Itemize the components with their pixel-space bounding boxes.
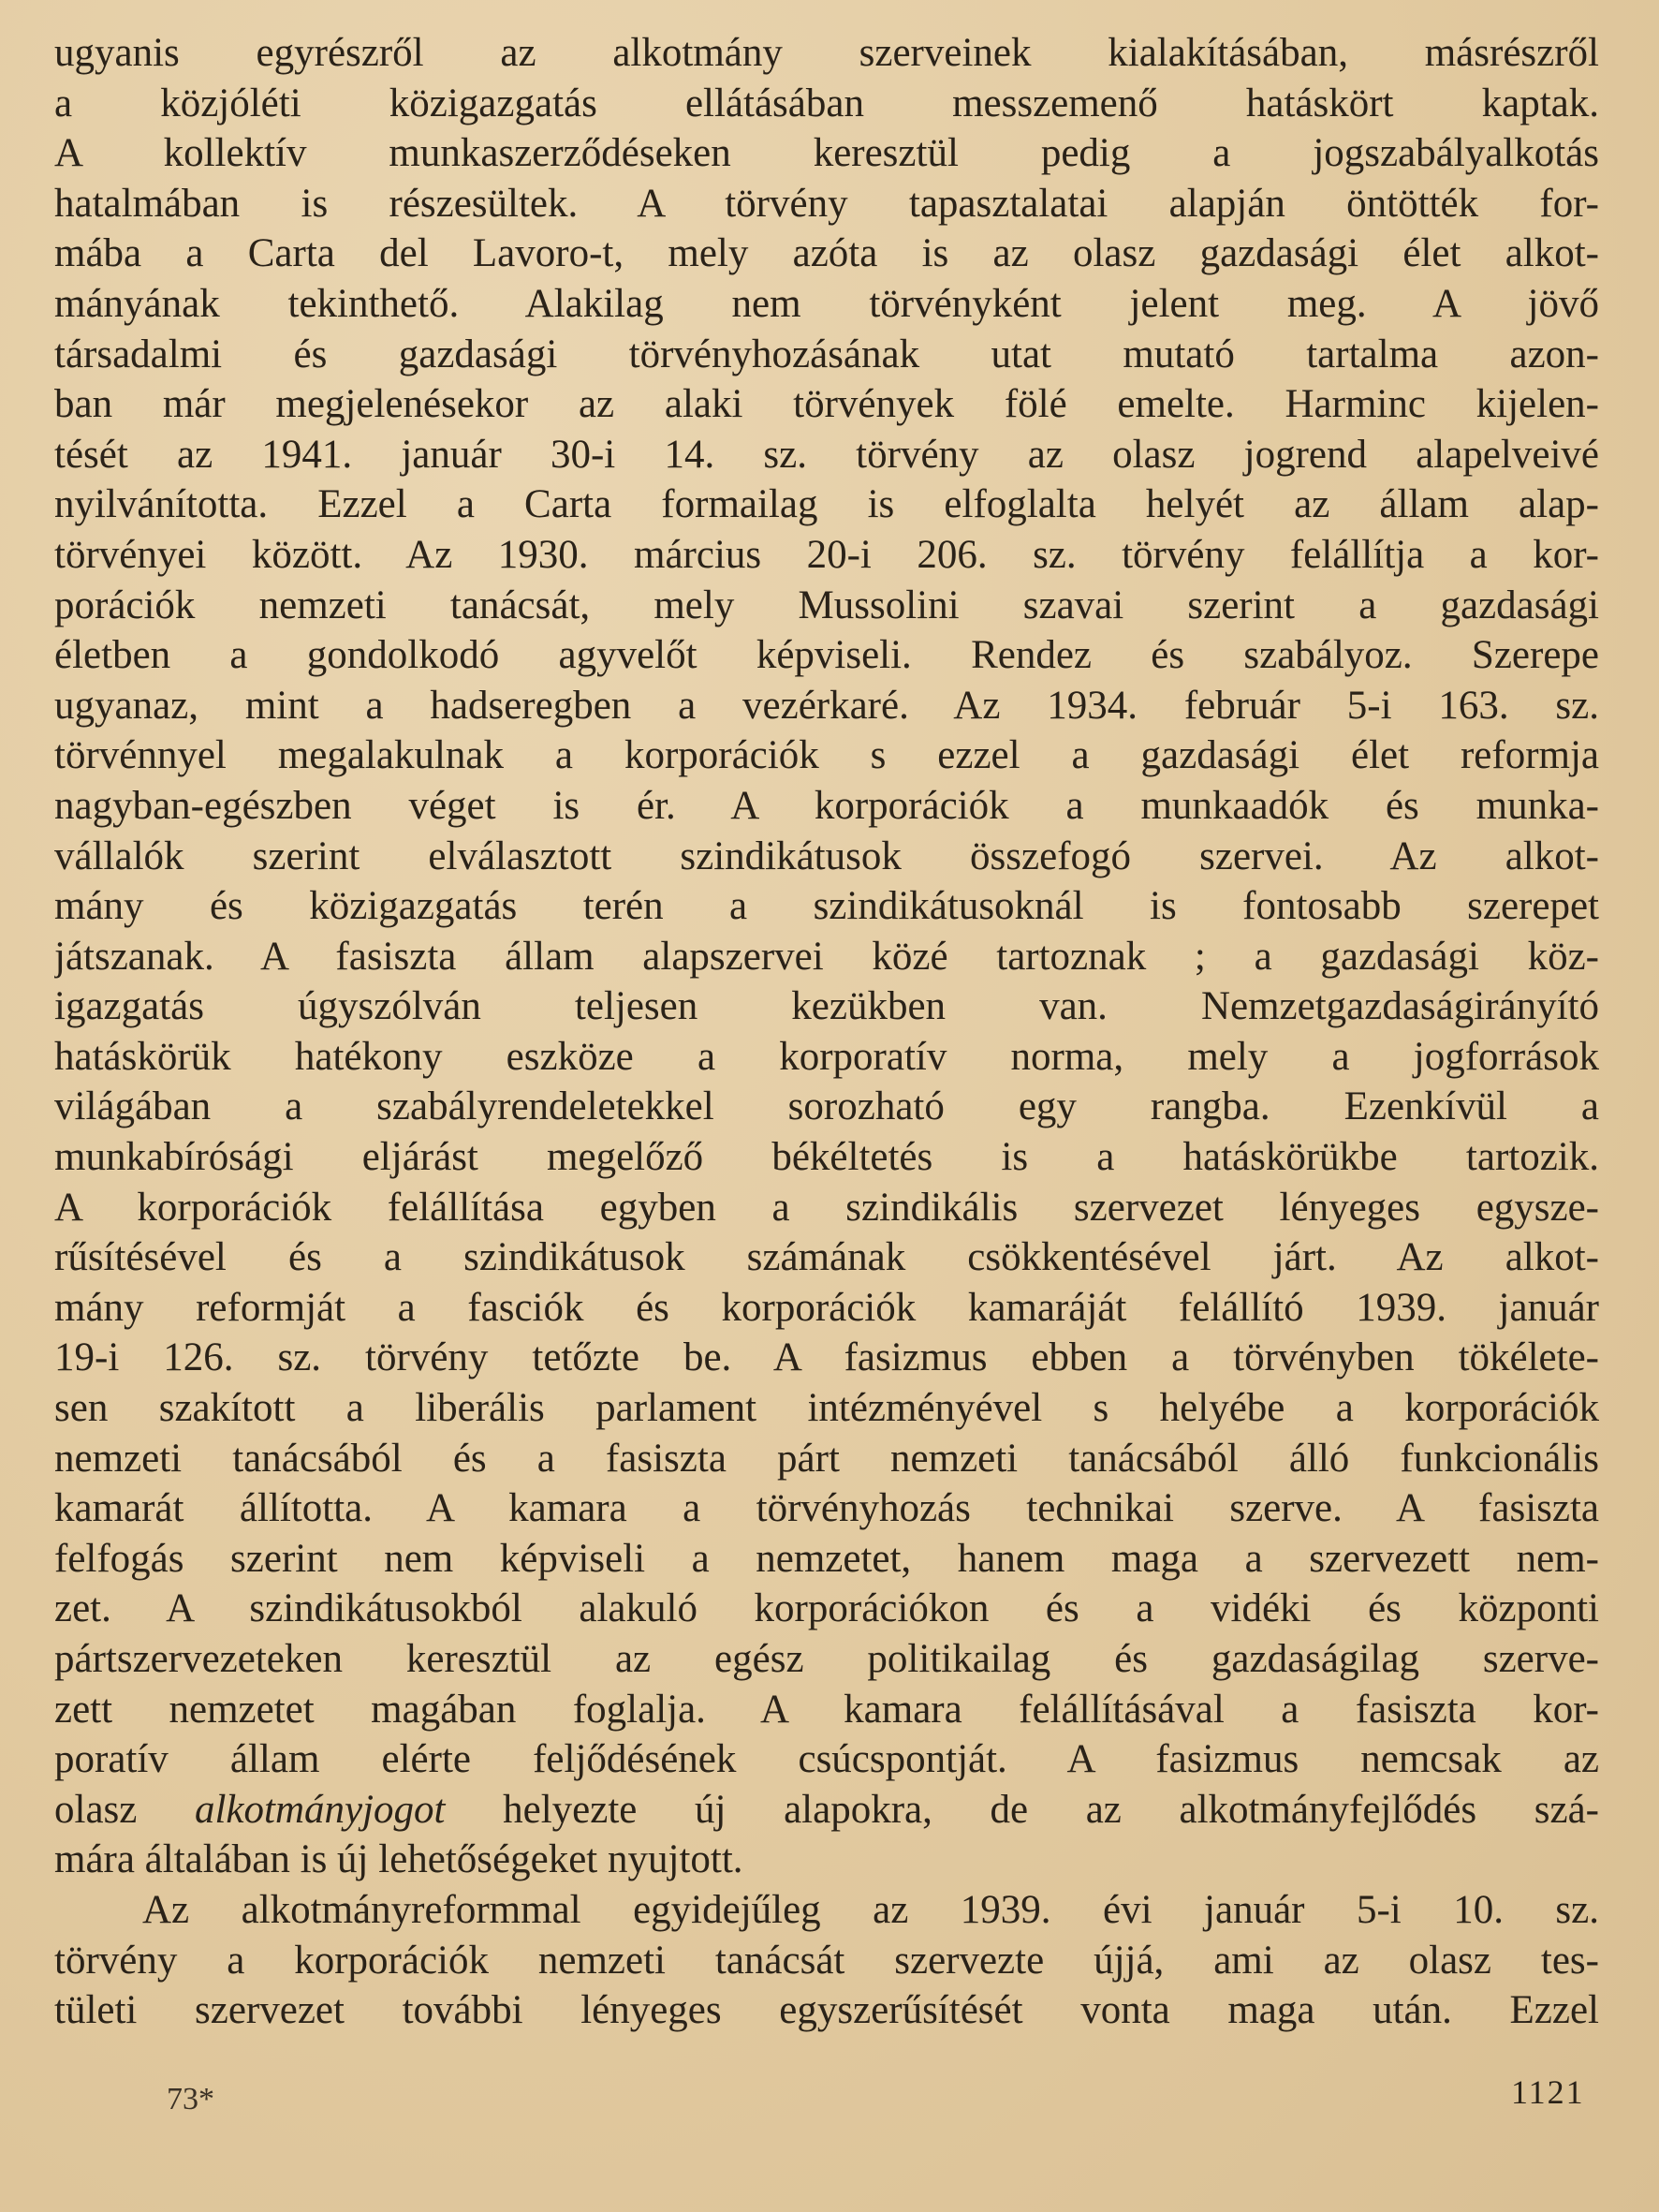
text-line: törvényei között. Az 1930. március 20-i 206. sz. törvény felállítja a kor-	[54, 532, 1599, 577]
text-line: ugyanaz, mint a hadseregben a vezérkaré. Az 1934. február 5-i 163. sz.	[54, 683, 1599, 728]
text-line: mába a Carta del Lavoro-t, mely azóta is az olasz gazdasági élet alkot-	[54, 231, 1599, 276]
text-line: tületi szervezet további lényeges egyszerűsítését vonta maga után. Ezzel	[54, 1988, 1599, 2033]
text-line: mány reformját a fasciók és korporációk kamaráját felállító 1939. január	[54, 1285, 1599, 1330]
text-line-with-italic	[54, 1785, 1599, 1836]
text-line: ban már megjelenésekor az alaki törvények fölé emelte. Harminc kijelen-	[54, 382, 1599, 427]
text-line: nemzeti tanácsából és a fasiszta párt nemzeti tanácsából álló funkcionális	[54, 1436, 1599, 1481]
signature-mark: 73*	[167, 2082, 214, 2116]
body-text	[54, 28, 1599, 2036]
text-segment: olasz	[54, 1787, 195, 1832]
text-line: felfogás szerint nem képviseli a nemzetet, hanem maga a szervezett nem-	[54, 1536, 1599, 1581]
text-line: játszanak. A fasiszta állam alapszervei közé tartoznak ; a gazdasági köz-	[54, 934, 1599, 979]
text-line: munkabírósági eljárást megelőző békéltetés is a hatáskörükbe tartozik.	[54, 1135, 1599, 1180]
text-line: nagyban-egészben véget is ér. A korporációk a munkaadók és munka-	[54, 783, 1599, 828]
text-line: igazgatás úgyszólván teljesen kezükben van. Nemzetgazdaságirányító	[54, 984, 1599, 1029]
text-line: hatáskörük hatékony eszköze a korporatív norma, mely a jogforrások	[54, 1034, 1599, 1079]
text-line: vállalók szerint elválasztott szindikátusok összefogó szervei. Az alkot-	[54, 833, 1599, 878]
text-line: törvény a korporációk nemzeti tanácsát szervezte újjá, ami az olasz tes-	[54, 1938, 1599, 1983]
text-line: tését az 1941. január 30-i 14. sz. törvény az olasz jogrend alapelveivé	[54, 432, 1599, 477]
text-line: ugyanis egyrészről az alkotmány szerveinek kialakításában, másrészről	[54, 31, 1599, 75]
text-line: a közjóléti közigazgatás ellátásában messzemenő hatáskört kaptak.	[54, 81, 1599, 125]
text-line: mányának tekinthető. Alakilag nem törvényként jelent meg. A jövő	[54, 281, 1599, 326]
text-line: kamarát állította. A kamara a törvényhozás technikai szerve. A fasiszta	[54, 1486, 1599, 1531]
text-line: poratív állam elérte feljődésének csúcspontját. A fasizmus nemcsak az	[54, 1737, 1599, 1782]
text-line: 19-i 126. sz. törvény tetőzte be. A fasizmus ebben a törvényben tökélete-	[54, 1335, 1599, 1380]
text-segment: helyezte új alapokra, de az alkotmányfejlődés szá-	[445, 1787, 1599, 1832]
text-line: sen szakított a liberális parlament intézményével s helyébe a korporációk	[54, 1386, 1599, 1431]
text-line: A korporációk felállítása egyben a szindikális szervezet lényeges egysze-	[54, 1185, 1599, 1230]
text-line: zett nemzetet magában foglalja. A kamara felállításával a fasiszta kor-	[54, 1687, 1599, 1732]
text-line: mány és közigazgatás terén a szindikátusoknál is fontosabb szerepet	[54, 884, 1599, 929]
paragraph-end-line: mára általában is új lehetőségeket nyujtott.	[54, 1837, 743, 1882]
text-line: A kollektív munkaszerződéseken keresztül pedig a jogszabályalkotás	[54, 131, 1599, 176]
text-line: nyilvánította. Ezzel a Carta formailag is elfoglalta helyét az állam alap-	[54, 482, 1599, 527]
text-line: zet. A szindikátusokból alakuló korporációkon és a vidéki és központi	[54, 1586, 1599, 1631]
text-line: hatalmában is részesültek. A törvény tapasztalatai alapján öntötték for-	[54, 181, 1599, 226]
paragraph-start-line: Az alkotmányreformmal egyidejűleg az 1939. évi január 5-i 10. sz.	[142, 1887, 1599, 1932]
text-line: porációk nemzeti tanácsát, mely Mussolini szavai szerint a gazdasági	[54, 582, 1599, 627]
text-line: világában a szabályrendeletekkel sorozható egy rangba. Ezenkívül a	[54, 1084, 1599, 1129]
text-line: társadalmi és gazdasági törvényhozásának utat mutató tartalma azon-	[54, 332, 1599, 376]
page-number: 1121	[1511, 2073, 1585, 2111]
text-line: rűsítésével és a szindikátusok számának csökkentésével járt. Az alkot-	[54, 1235, 1599, 1280]
text-line: pártszervezeteken keresztül az egész politikailag és gazdaságilag szerve-	[54, 1637, 1599, 1681]
italic-term: alkotmányjogot	[194, 1787, 446, 1832]
text-line: törvénnyel megalakulnak a korporációk s ezzel a gazdasági élet reformja	[54, 733, 1599, 778]
text-line: életben a gondolkodó agyvelőt képviseli. Rendez és szabályoz. Szerepe	[54, 633, 1599, 678]
